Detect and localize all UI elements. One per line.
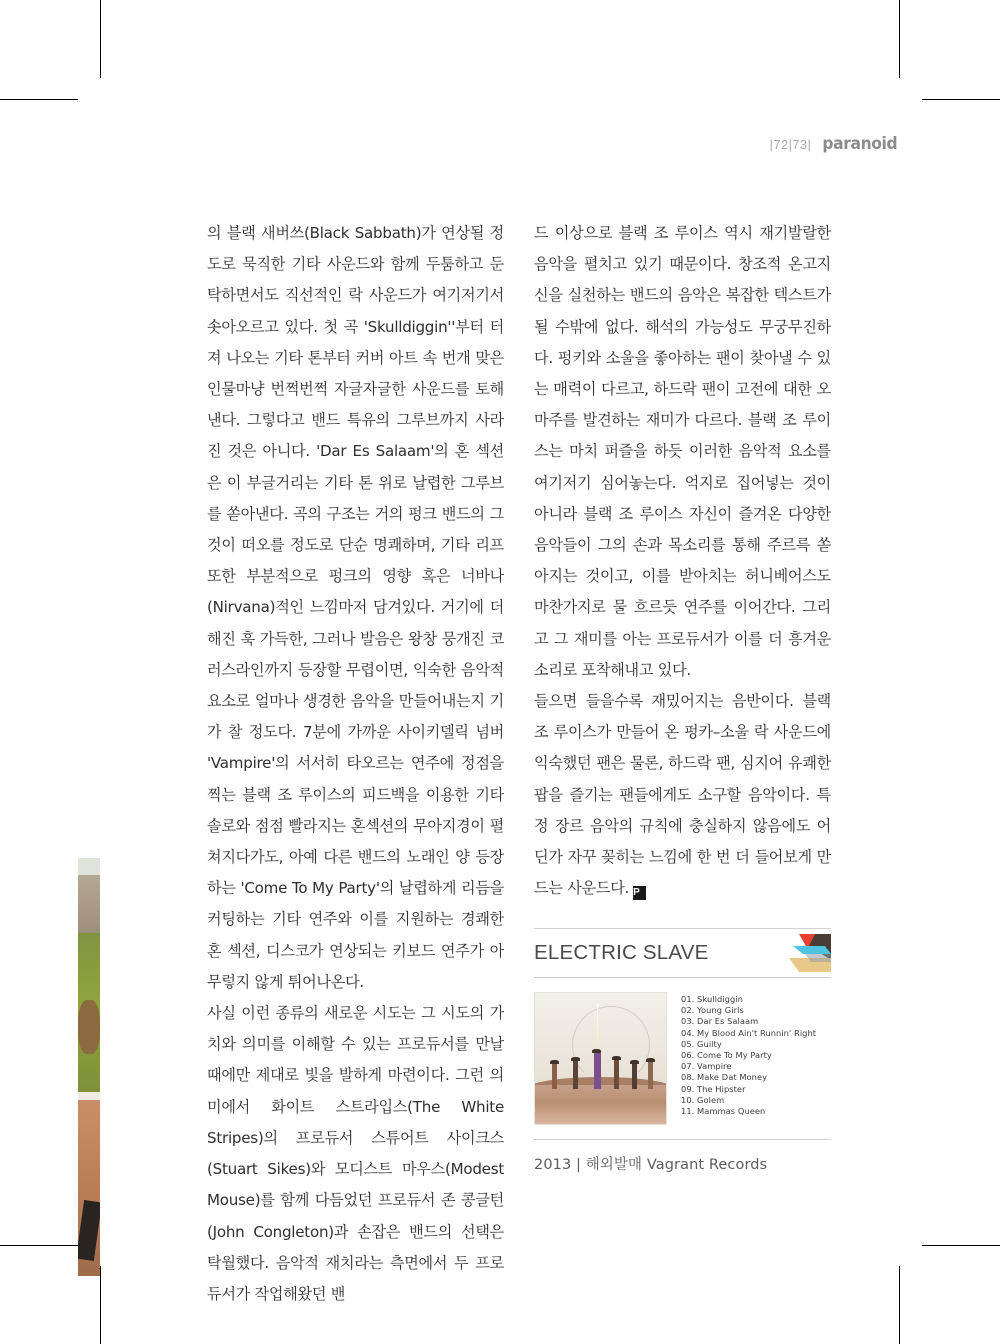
end-of-article-mark: P xyxy=(633,886,646,900)
track-item: 11. Mammas Queen xyxy=(681,1106,766,1117)
album-release-info: 2013 | 해외발매 Vagrant Records xyxy=(534,1157,768,1173)
article-column-right xyxy=(534,218,831,904)
paragraph: 드 이상으로 블랙 조 루이스 역시 재기발랄한 음악을 펼치고 있기 때문이다. 창조적 온고지신을 실천하는 밴드의 음악은 복잡한 텍스트가 될 수밖에 없다. 해석의 가능성도 무궁무진하다. 펑키와 소울을 좋아하는 팬이 찾아낼 수 있는 매력이 다르고, 하드락 팬이 고전에 대한 오마주를 발견하는 재미가 다르다. 블랙 조 루이스는 마치 퍼즐을 하듯 이러한 음악적 요소를 여기저기 심어놓는다. 억지로 집어넣는 것이 아니라 블랙 조 루이스 자신이 즐겨온 다양한 음악들이 그의 손과 목소리를 통해 주르륵 쏟아지는 것이고, 이를 받아치는 허니베어스도 마찬가지로 물 흐르듯 연주를 이어간다. 그리고 그 재미를 아는 프로듀서가 이를 더 흥겨운 소리로 포착해내고 있다. xyxy=(534,224,831,679)
crop-mark-bottom-left-horizontal xyxy=(0,1245,78,1246)
track-item: 03. Dar Es Salaam xyxy=(681,1016,759,1027)
crop-mark-bottom-right-vertical xyxy=(899,1266,900,1344)
photo-hat-shape xyxy=(78,1000,100,1054)
crop-mark-top-right-vertical xyxy=(899,0,900,78)
bleed-photo-strip xyxy=(78,858,100,1276)
cover-figure xyxy=(594,1053,601,1088)
paragraph: 의 블랙 새버쓰(Black Sabbath)가 연상될 정도로 묵직한 기타 사운드와 함께 두툼하고 둔탁하면서도 직선적인 락 사운드가 여기저기서 솟아오르고 있다. 첫 곡 'Skulldiggin''부터 터져 나오는 기타 톤부터 커버 아트 속 번개 맞은 인물마냥 번쩍번쩍 자글자글한 사운드를 토해낸다. 그렇다고 밴드 특유의 그루브까지 사라진 것은 아니다. 'Dar Es Salaam'의 혼 섹션은 이 부글거리는 기타 톤 위로 날렵한 그루브를 쏟아낸다. 곡의 구조는 거의 펑크 밴드의 그것이 떠오를 정도로 단순 명쾌하며, 기타 리프 또한 부분적으로 펑크의 영향 혹은 너바나(Nirvana)적인 느낌마저 담겨있다. 거기에 더해진 훅 가득한, 그러나 발음은 왕창 뭉개진 코러스라인까지 등장할 무렵이면, 익숙한 음악적 요소로 얼마나 생경한 음악을 만들어내는지 기가 찰 정도다. 7분에 가까운 사이키델릭 넘버 'Vampire'의 서서히 타오르는 연주에 정점을 찍는 블랙 조 루이스의 피드백을 이용한 기타 솔로와 점점 빨라지는 혼섹션의 무아지경이 펼쳐지다가도, 아예 다른 밴드의 노래인 양 등장하는 'Come To My Party'의 날렵하게 리듬을 커팅하는 기타 연주와 이를 지원하는 경쾌한 혼 섹션, 디스코가 연상되는 키보드 연주가 아무렇지 않게 튀어나온다. xyxy=(207,224,504,991)
cover-figure xyxy=(573,1061,578,1089)
album-cover-art xyxy=(534,992,667,1125)
cover-figure xyxy=(648,1062,653,1088)
crop-mark-bottom-left-vertical xyxy=(100,1266,101,1344)
article-column-left xyxy=(207,218,504,1310)
track-item: 06. Come To My Party xyxy=(681,1050,772,1061)
paragraph xyxy=(534,686,831,904)
album-title: ELECTRIC SLAVE xyxy=(534,941,709,964)
track-list xyxy=(681,992,831,1125)
paragraph-text: 들으면 들을수록 재밌어지는 음반이다. 블랙 조 루이스가 만들어 온 펑카–소울 락 사운드에 익숙했던 팬은 물론, 하드락 팬, 심지어 유쾌한 팝을 즐기는 팬들에게도 소구할 음악이다. 특정 장르 음악의 규칙에 충실하지 않음에도 어딘가 자꾸 꽂히는 느낌에 한 번 더 들어보게 만드는 사운드다. xyxy=(534,692,831,898)
crop-mark-top-right-horizontal xyxy=(922,99,1000,100)
cover-figure xyxy=(632,1064,637,1089)
track-item: 07. Vampire xyxy=(681,1061,732,1072)
photo-rock-band xyxy=(78,875,100,934)
album-review-card xyxy=(534,928,831,1174)
crop-mark-top-left-vertical xyxy=(100,0,101,78)
album-body xyxy=(534,978,831,1139)
track-item: 04. My Blood Ain't Runnin' Right xyxy=(681,1027,817,1038)
track-item: 08. Make Dat Money xyxy=(681,1072,768,1083)
crop-mark-top-left-horizontal xyxy=(0,99,78,100)
photo-sky-band xyxy=(78,858,100,875)
cover-figure xyxy=(614,1060,619,1089)
track-item: 09. The Hipster xyxy=(681,1083,746,1094)
label-logo-icon xyxy=(785,932,831,974)
track-item: 10. Golem xyxy=(681,1094,725,1105)
paragraph: 사실 이런 종류의 새로운 시도는 그 시도의 가치와 의미를 이해할 수 있는 프로듀서를 만날 때에만 제대로 빛을 발하게 마련이다. 그런 의미에서 화이트 스트라입스(The White Stripes)의 프로듀서 스튜어트 사이크스(Stuart Sikes)와 모디스트 마우스(Modest Mouse)를 함께 다듬었던 프로듀서 존 콩글턴(John Congleton)과 손잡은 밴드의 선택은 탁월했다. 음악적 재치라는 측면에서 두 프로듀서가 작업해왔던 밴 xyxy=(207,1004,504,1303)
album-title-row xyxy=(534,929,831,977)
cover-figure xyxy=(552,1064,557,1089)
cover-halo-arc xyxy=(572,1006,650,1084)
magazine-masthead: paranoid xyxy=(822,134,898,153)
page-header xyxy=(770,134,900,153)
crop-mark-bottom-right-horizontal xyxy=(922,1245,1000,1246)
track-item: 05. Guilty xyxy=(681,1038,722,1049)
track-item: 01. Skulldiggin xyxy=(681,994,743,1004)
cover-ground xyxy=(535,1085,666,1124)
track-item: 02. Young Girls xyxy=(681,1005,744,1016)
page-folio: |72|73| xyxy=(769,138,812,152)
